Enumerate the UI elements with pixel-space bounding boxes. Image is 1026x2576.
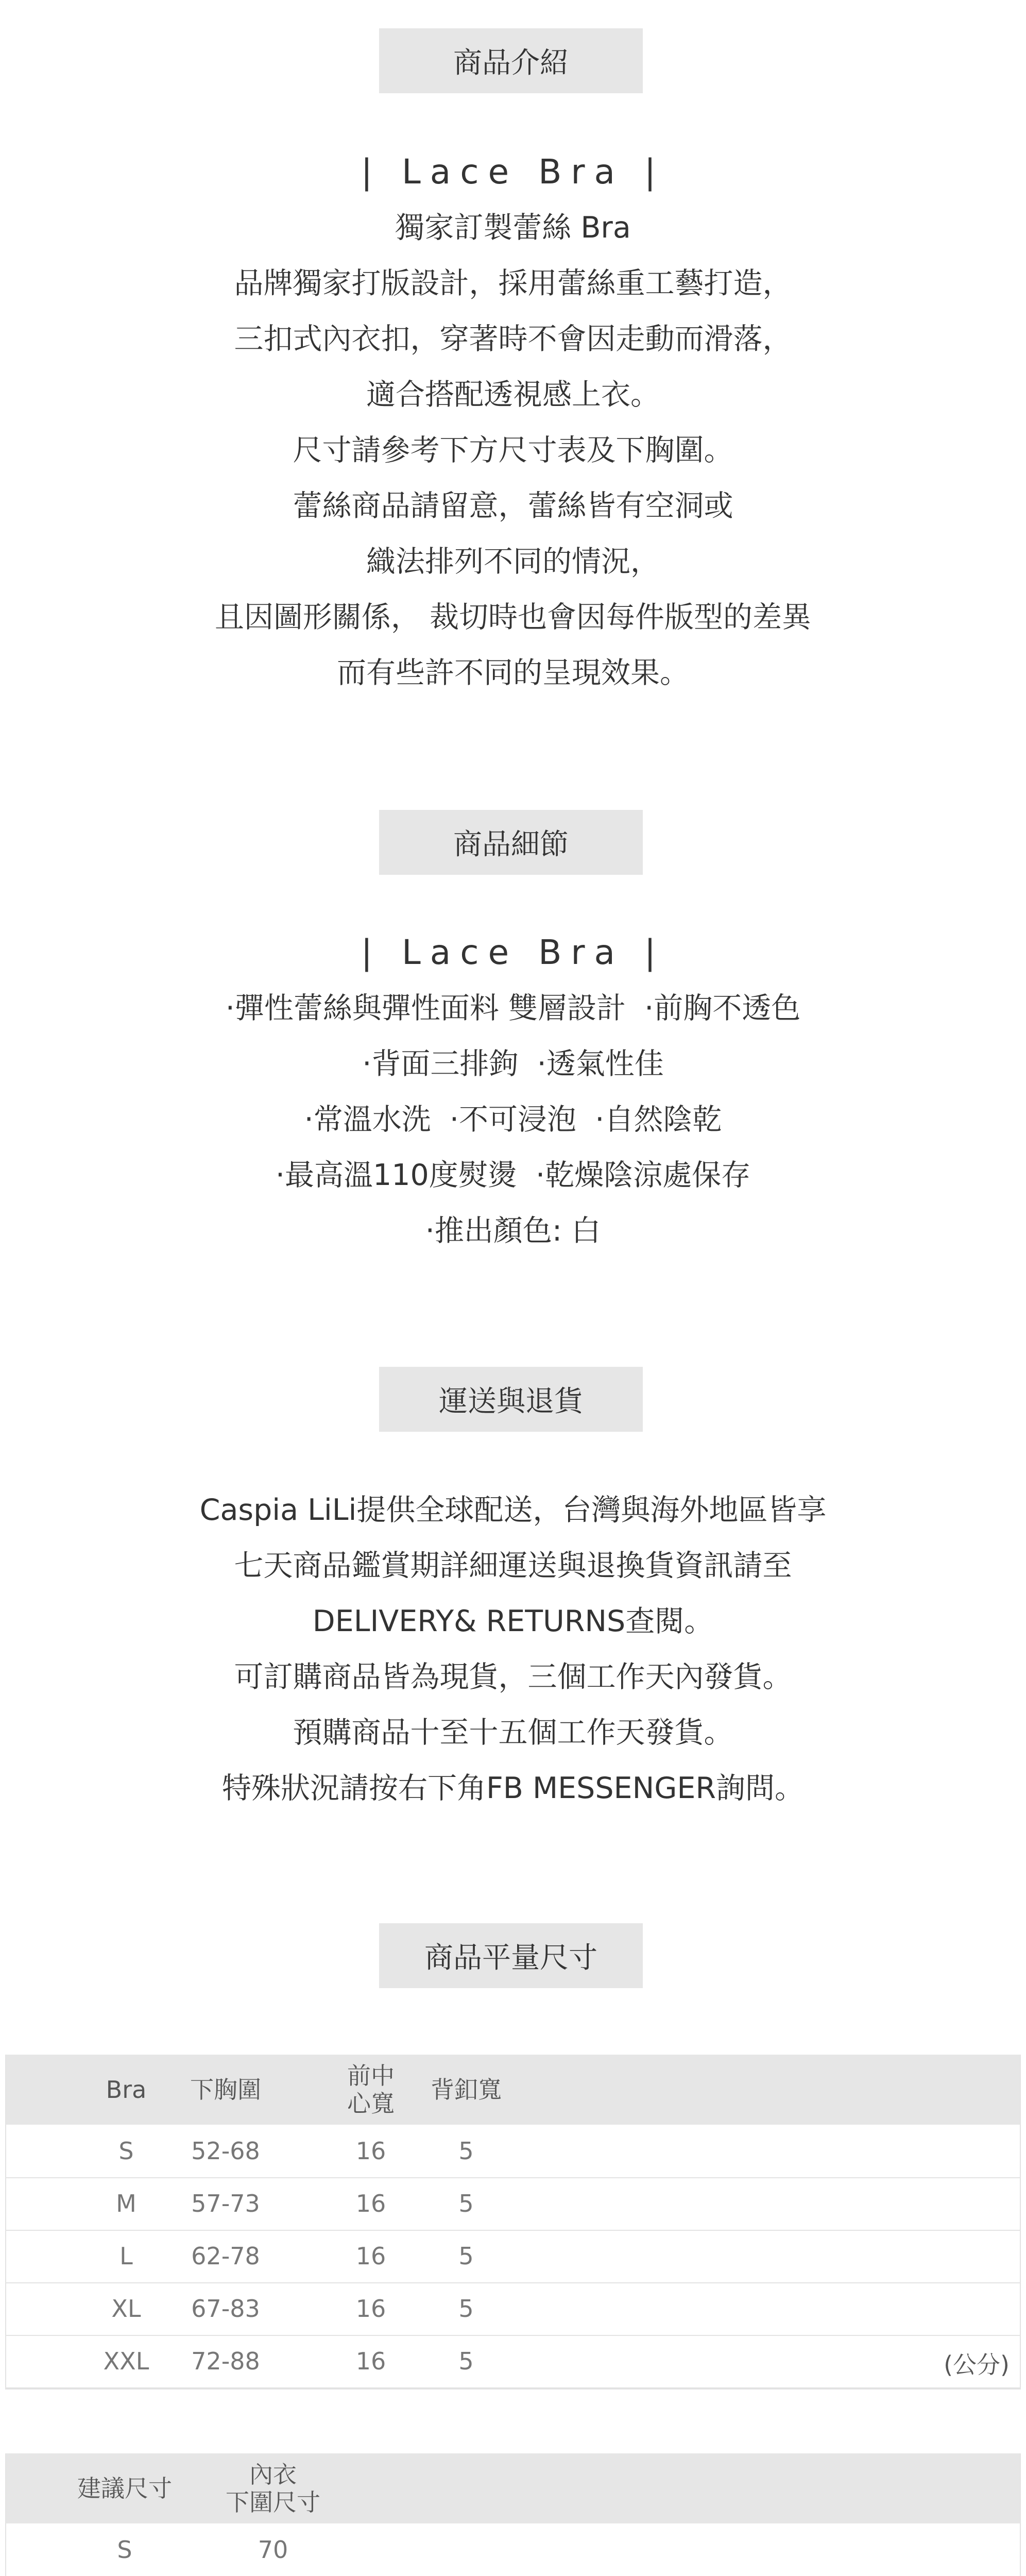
table-cell: 67-83 xyxy=(191,2295,260,2323)
table-cell: S xyxy=(117,2536,132,2564)
table-cell: 5 xyxy=(458,2347,474,2375)
details-line: ·彈性蕾絲與彈性面料 雙層設計 ·前胸不透色 xyxy=(225,991,801,1025)
table-row xyxy=(5,2282,1021,2336)
shipping-line: 七天商品鑑賞期詳細運送與退換貨資訊請至 xyxy=(234,1549,792,1583)
details-line: ·背面三排鉤 ·透氣性佳 xyxy=(362,1047,664,1081)
intro-line: 尺寸請參考下方尺寸表及下胸圍。 xyxy=(293,433,733,467)
table-cell: XXL xyxy=(103,2347,149,2375)
intro-line: 且因圖形關係， 裁切時也會因每件版型的差異 xyxy=(214,600,812,634)
table-cell: 16 xyxy=(355,2242,386,2270)
table-cell: 72-88 xyxy=(191,2347,260,2375)
table-cell: 5 xyxy=(458,2190,474,2217)
suggest-table-header-cell: 建議尺寸 xyxy=(77,2475,172,2502)
table-cell: 70 xyxy=(258,2536,288,2564)
suggest-table-header xyxy=(5,2453,1021,2523)
shipping-line: 預購商品十至十五個工作天發貨。 xyxy=(293,1716,733,1750)
size-table-header-cell: 前中 心寬 xyxy=(347,2062,395,2117)
intro-line: 品牌獨家打版設計，採用蕾絲重工藝打造， xyxy=(234,266,792,300)
details-text-block xyxy=(0,925,1026,1259)
intro-line: 適合搭配透視感上衣。 xyxy=(366,378,660,412)
table-row xyxy=(5,2177,1021,2231)
table-cell: M xyxy=(116,2190,136,2217)
table-cell: L xyxy=(119,2242,133,2270)
size-table xyxy=(5,2055,1021,2388)
section-title-shipping: 運送與退貨 xyxy=(379,1367,643,1432)
intro-text-block xyxy=(0,144,1026,701)
details-line: ·推出顏色: 白 xyxy=(425,1214,601,1248)
section-title-size: 商品平量尺寸 xyxy=(379,1923,643,1988)
table-cell: 52-68 xyxy=(191,2137,260,2165)
suggest-table-header-cell: 內衣 下圍尺寸 xyxy=(226,2461,320,2516)
table-cell: 5 xyxy=(458,2295,474,2323)
size-table-header-cell: 下胸圍 xyxy=(190,2076,261,2104)
table-cell: 16 xyxy=(355,2137,386,2165)
table-row xyxy=(5,2125,1021,2178)
section-title-details: 商品細節 xyxy=(379,810,643,875)
shipping-line: Caspia LiLi提供全球配送，台灣與海外地區皆享 xyxy=(199,1493,827,1527)
table-cell: 57-73 xyxy=(191,2190,260,2217)
suggest-table xyxy=(5,2453,1021,2576)
shipping-line: 特殊狀況請按右下角FB MESSENGER詢問。 xyxy=(221,1771,804,1805)
size-table-header-cell: 背釦寬 xyxy=(431,2076,502,2104)
intro-line: 蕾絲商品請留意，蕾絲皆有空洞或 xyxy=(293,489,733,523)
shipping-line: 可訂購商品皆為現貨，三個工作天內發貨。 xyxy=(234,1660,792,1694)
intro-line: 而有些許不同的呈現效果。 xyxy=(337,656,689,690)
size-table-unit: (公分) xyxy=(944,2351,1010,2379)
table-cell: XL xyxy=(111,2295,141,2323)
table-cell: 5 xyxy=(458,2242,474,2270)
size-table-header-cell: Bra xyxy=(106,2076,147,2104)
size-table-header xyxy=(5,2055,1021,2125)
table-cell: 16 xyxy=(355,2190,386,2217)
table-row xyxy=(5,2523,1021,2576)
table-row xyxy=(5,2335,1021,2388)
table-cell: 16 xyxy=(355,2347,386,2375)
shipping-text-block xyxy=(0,1482,1026,1816)
table-cell: S xyxy=(118,2137,134,2165)
intro-line: 織法排列不同的情況， xyxy=(366,545,660,579)
details-heading: | Lace Bra | xyxy=(361,933,665,972)
table-row xyxy=(5,2230,1021,2283)
section-title-intro: 商品介紹 xyxy=(379,28,643,93)
table-cell: 5 xyxy=(458,2137,474,2165)
details-line: ·常溫水洗 ·不可浸泡 ·自然陰乾 xyxy=(304,1103,722,1137)
shipping-line: DELIVERY& RETURNS查閱。 xyxy=(312,1604,714,1638)
intro-line: 三扣式內衣扣，穿著時不會因走動而滑落， xyxy=(234,322,792,356)
intro-heading: | Lace Bra | xyxy=(361,152,665,192)
intro-line: 獨家訂製蕾絲 Bra xyxy=(395,211,631,245)
table-cell: 16 xyxy=(355,2295,386,2323)
details-line: ·最高溫110度熨燙 ·乾燥陰涼處保存 xyxy=(275,1158,751,1192)
table-cell: 62-78 xyxy=(191,2242,260,2270)
